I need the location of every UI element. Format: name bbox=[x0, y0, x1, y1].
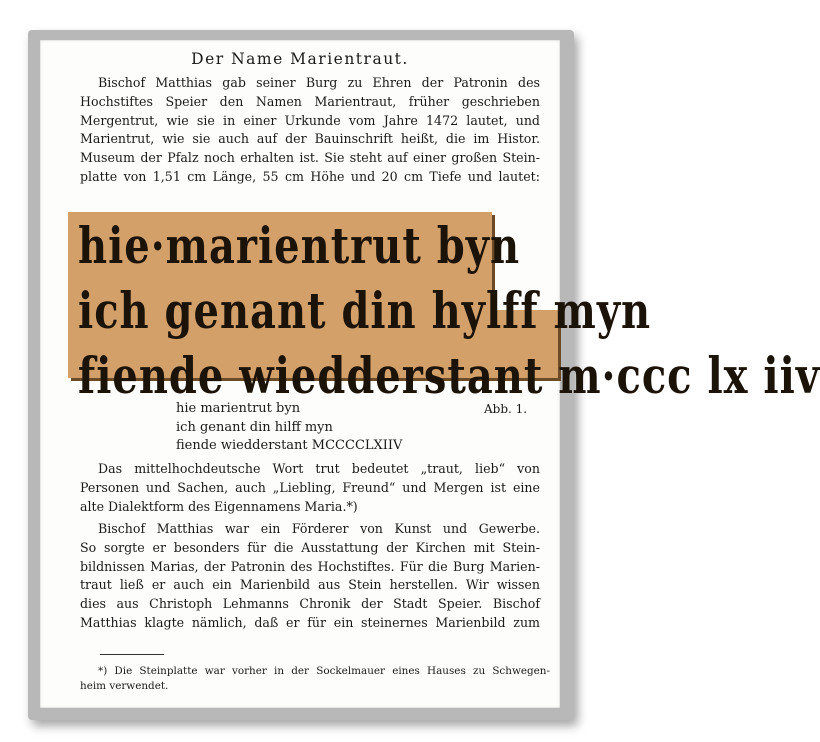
text-line: bildnissen Marias, der Patronin des Hochstiftes. Für die Burg Marien- bbox=[80, 558, 540, 574]
text-line: Bischof Matthias war ein Förderer von Kunst und Gewerbe. bbox=[98, 521, 540, 536]
text-line: So sorgte er besonders für die Ausstattung der Kirchen mit Stein- bbox=[80, 539, 540, 555]
inscription-text bbox=[78, 214, 820, 409]
inscription-transcription bbox=[176, 400, 402, 456]
paragraph-1 bbox=[80, 74, 540, 187]
text-line: Marientrut, wie sie auch auf der Bauinschrift heißt, die im Histor. bbox=[80, 131, 540, 147]
figure-label: Abb. 1. bbox=[484, 402, 528, 416]
page-title: Der Name Marientraut. bbox=[191, 50, 409, 68]
text-line: Museum der Pfalz noch erhalten ist. Sie steht auf einer großen Stein- bbox=[80, 150, 540, 166]
transcription-line: ich genant din hilff myn bbox=[176, 419, 333, 435]
transcription-line: fiende wiedderstant MCCCCLXIIV bbox=[176, 438, 403, 453]
text-line: Hochstiftes Speier den Namen Marientraut, früher geschrieben bbox=[80, 93, 540, 109]
paragraph-2 bbox=[80, 460, 540, 516]
text-line: Personen und Sachen, auch „Liebling, Freund“ und Mergen ist eine bbox=[80, 479, 540, 495]
text-line: Mergentrut, wie sie in einer Urkunde vom Jahre 1472 lautet, und bbox=[80, 112, 540, 128]
inscription-line: ich genant din hylff myn bbox=[78, 281, 652, 341]
footnote bbox=[80, 664, 550, 694]
paragraph-3 bbox=[80, 520, 540, 633]
footnote-line: *) Die Steinplatte war vorher in der Sockelmauer eines Hauses zu Schwegen- bbox=[98, 665, 550, 677]
footnote-divider bbox=[100, 654, 164, 655]
text-line: Matthias klagte nämlich, daß er für ein steinernes Marienbild zum bbox=[80, 614, 540, 630]
inscription-line: hie·marientrut byn bbox=[78, 216, 521, 276]
transcription-line: hie marientrut byn bbox=[176, 401, 301, 416]
text-line: Bischof Matthias gab seiner Burg zu Ehren der Patronin des bbox=[98, 75, 540, 90]
text-line: Das mittelhochdeutsche Wort trut bedeutet „traut, lieb“ von bbox=[98, 461, 540, 476]
text-line: platte von 1,51 cm Länge, 55 cm Höhe und 20 cm Tiefe und lautet: bbox=[80, 168, 540, 184]
inscription-line: fiende wiedderstant m·ccc lx iiv bbox=[78, 346, 820, 406]
text-line: traut ließ er auch ein Marienbild aus Stein herstellen. Wir wissen bbox=[80, 577, 540, 593]
text-line: alte Dialektform des Eigennamens Maria.*) bbox=[80, 498, 358, 514]
text-line: dies aus Christoph Lehmanns Chronik der Stadt Speier. Bischof bbox=[80, 596, 540, 612]
footnote-line: heim verwendet. bbox=[80, 680, 169, 692]
